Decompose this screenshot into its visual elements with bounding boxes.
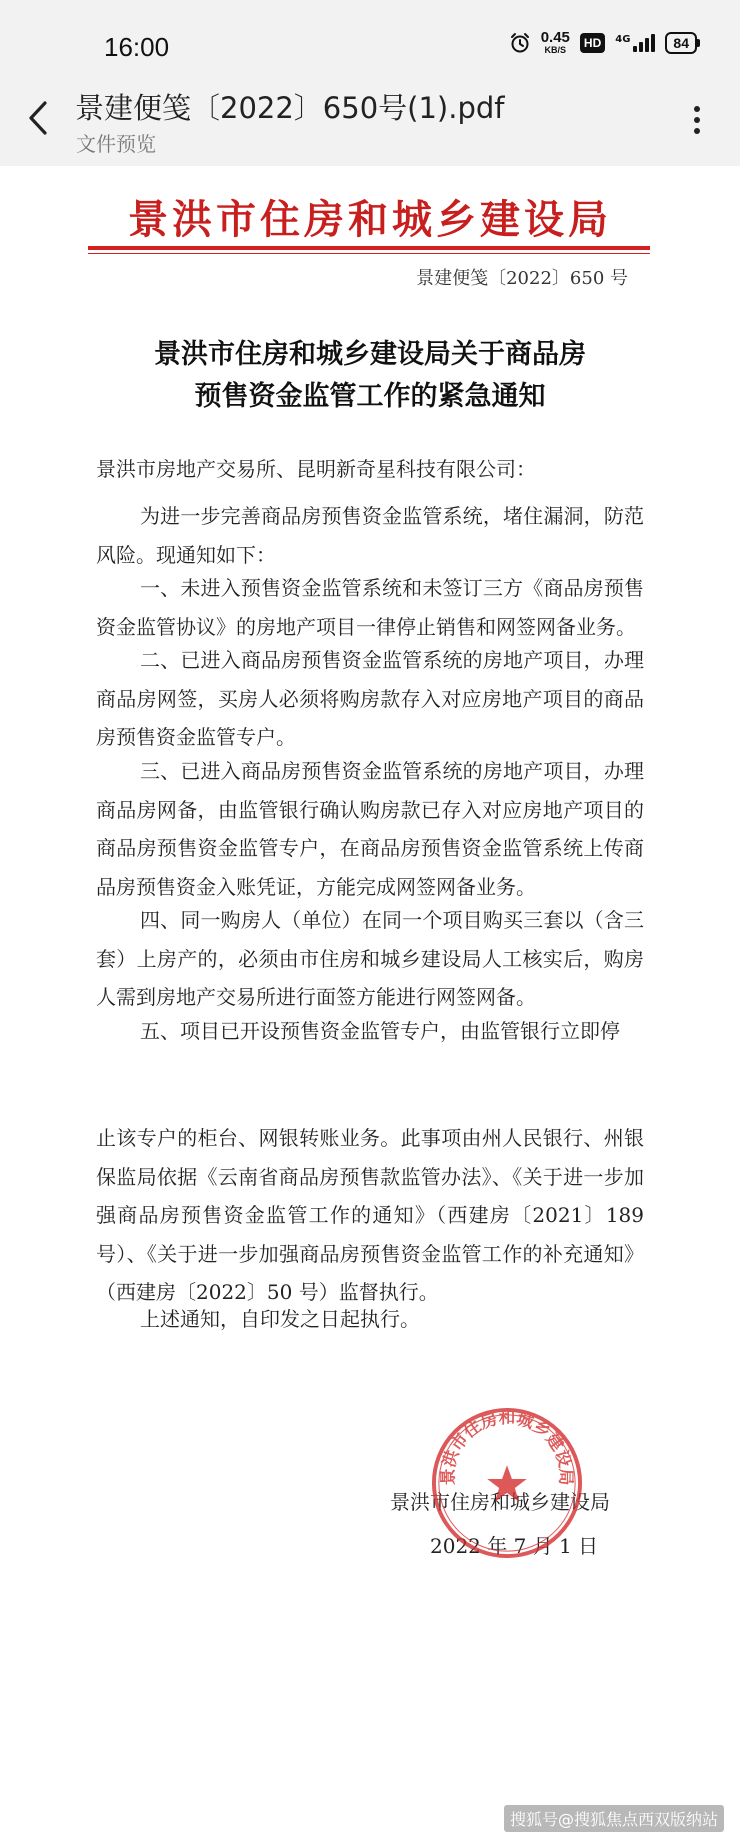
- notice-title-line-2: 预售资金监管工作的紧急通知: [194, 381, 546, 412]
- seal-text: 景洪市住房和城乡建设局: [437, 1407, 577, 1486]
- document-page[interactable]: [0, 166, 740, 1846]
- paragraph-closing: 上述通知，自印发之日起执行。: [140, 1307, 420, 1331]
- paragraph-item-5-start: 五、项目已开设预售资金监管专户，由监管银行立即停: [140, 1019, 620, 1043]
- app-bar: [0, 72, 740, 166]
- hd-icon: HD: [580, 33, 605, 53]
- battery-level: 84: [665, 32, 697, 54]
- signature-date: 2022 年 7 月 1 日: [430, 1534, 599, 1558]
- paragraph-intro: 为进一步完善商品房预售资金监管系统，堵住漏洞，防范风险。现通知如下：: [96, 504, 644, 567]
- paragraph-item-3: 三、已进入商品房预售资金监管系统的房地产项目，办理商品房网备，由监管银行确认购房款已存入对应房地产项目的商品房预售资金监管专户，在商品房预售资金监管系统上传商品房预售资金入账凭证，方能完成网签网备业务。: [96, 759, 644, 899]
- alarm-icon: [509, 32, 531, 54]
- more-options-button[interactable]: [682, 100, 712, 140]
- letterhead-title: 景洪市住房和城乡建设局: [128, 196, 612, 243]
- paragraph-item-1: 一、未进入预售资金监管系统和未签订三方《商品房预售资金监管协议》的房地产项目一律停止销售和网签网备业务。: [96, 576, 644, 639]
- letterhead-rule-thin: [88, 253, 650, 254]
- network-speed-unit: KB/S: [544, 45, 567, 55]
- document-number: 景建便笺〔2022〕650 号: [416, 268, 628, 289]
- status-bar: [0, 0, 740, 72]
- signal-icon: [615, 34, 655, 52]
- official-seal: [428, 1404, 586, 1562]
- signature-organization: 景洪市住房和城乡建设局: [390, 1490, 610, 1514]
- status-icons: [509, 30, 700, 55]
- file-subtitle: 文件预览: [76, 132, 156, 156]
- paragraph-item-2: 二、已进入商品房预售资金监管系统的房地产项目，办理商品房网签，买房人必须将购房款存入对应房地产项目的商品房预售资金监管专户。: [96, 648, 644, 750]
- back-arrow-icon: [25, 100, 51, 136]
- watermark: 搜狐号@搜狐焦点西双版纳站: [504, 1805, 724, 1832]
- paragraph-item-5-continued: 止该专户的柜台、网银转账业务。此事项由州人民银行、州银保监局依据《云南省商品房预售款监管办法》、《关于进一步加强商品房预售资金监管工作的通知》（西建房〔2021〕189 号）、《关于进一步加强商品房预售资金监管工作的补充通知》（西建房〔2022〕50 号）监督执行。: [96, 1126, 644, 1305]
- notice-title-line-1: 景洪市住房和城乡建设局关于商品房: [154, 339, 586, 370]
- file-title: 景建便笺〔2022〕650号(1).pdf: [75, 91, 505, 125]
- notice-title: [0, 334, 740, 418]
- network-type: 4G: [615, 33, 631, 45]
- battery-icon: [665, 32, 700, 54]
- letterhead-rule: [88, 246, 650, 250]
- network-speed: [541, 30, 570, 55]
- status-time: 16:00: [104, 32, 170, 62]
- more-vertical-icon: [694, 106, 700, 112]
- network-speed-value: 0.45: [540, 29, 570, 46]
- back-button[interactable]: [14, 94, 62, 142]
- paragraph-item-4: 四、同一购房人（单位）在同一个项目购买三套以（含三套）上房产的，必须由市住房和城乡建设局人工核实后，购房人需到房地产交易所进行面签方能进行网签网备。: [96, 908, 644, 1010]
- addressee: 景洪市房地产交易所、昆明新奇星科技有限公司：: [96, 457, 536, 481]
